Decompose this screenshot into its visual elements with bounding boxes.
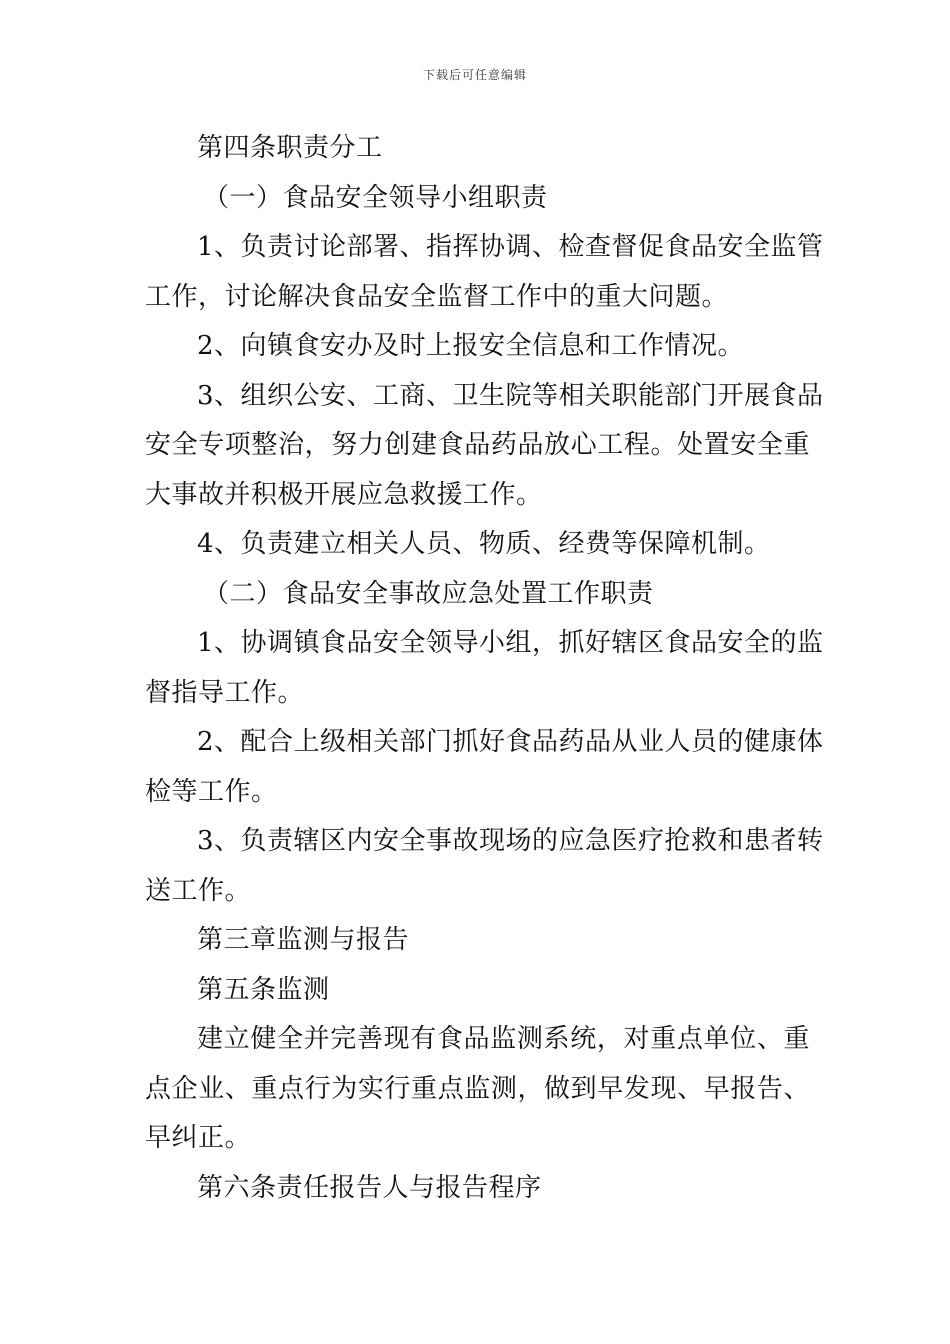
paragraph-line: 1、协调镇食品安全领导小组，抓好辖区食品安全的监 xyxy=(197,628,824,658)
paragraph-line: 送工作。 xyxy=(145,875,252,906)
paragraph-line: 4、负责建立相关人员、物质、经费等保障机制。 xyxy=(197,529,771,559)
paragraph-line: 督指导工作。 xyxy=(145,677,305,708)
article-6-heading: 第六条责任报告人与报告程序 xyxy=(197,1172,542,1203)
paragraph-line: 3、组织公安、工商、卫生院等相关职能部门开展食品 xyxy=(197,380,824,411)
paragraph-line: 点企业、重点行为实行重点监测，做到早发现、早报告、 xyxy=(145,1073,810,1104)
chapter-3-heading: 第三章监测与报告 xyxy=(197,925,410,955)
section-2-heading: （二）食品安全事故应急处置工作职责 xyxy=(203,578,654,609)
paragraph-line: 2、配合上级相关部门抓好食品药品从业人员的健康体 xyxy=(197,727,824,757)
section-1-heading: （一）食品安全领导小组职责 xyxy=(203,182,548,213)
article-4-heading: 第四条职责分工 xyxy=(197,133,383,163)
paragraph-line: 早纠正。 xyxy=(145,1123,252,1153)
paragraph-line: 工作，讨论解决食品安全监督工作中的重大问题。 xyxy=(145,281,729,312)
paragraph-line: 3、负责辖区内安全事故现场的应急医疗抢救和患者转 xyxy=(197,826,824,856)
paragraph-line: 2、向镇食安办及时上报安全信息和工作情况。 xyxy=(197,331,745,361)
page-header-note: 下载后可任意编辑 xyxy=(422,68,527,82)
paragraph-line: 检等工作。 xyxy=(145,776,278,807)
paragraph-line: 大事故并积极开展应急救援工作。 xyxy=(145,479,543,510)
document-body xyxy=(145,124,824,1213)
article-5-heading: 第五条监测 xyxy=(197,974,330,1005)
paragraph-line: 建立健全并完善现有食品监测系统，对重点单位、重 xyxy=(197,1024,810,1054)
paragraph-line: 1、负责讨论部署、指挥协调、检查督促食品安全监管 xyxy=(197,232,824,262)
paragraph-line: 安全专项整治，努力创建食品药品放心工程。处置安全重 xyxy=(145,430,810,460)
